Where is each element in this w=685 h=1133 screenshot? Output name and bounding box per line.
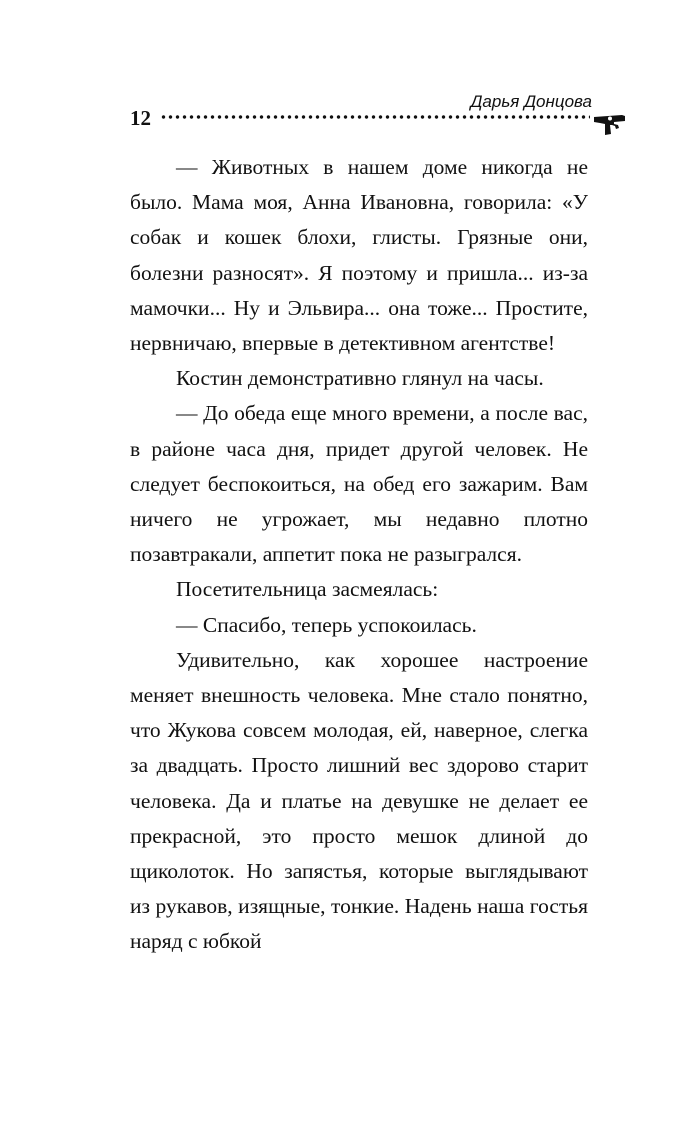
revolver-icon: [592, 112, 628, 138]
dotted-leader: [160, 114, 590, 120]
page-number: 12: [130, 106, 151, 130]
paragraph: Посетительница засмеялась:: [176, 577, 439, 602]
paragraph: Удивительно, как хорошее настроение меняет внешность человека. Мне стало понятно, что Жукова совсем молодая, ей, наверное, слегка за двадцать. Просто лишний вес здорово старит человека. Да и платье на девушке не делает ее прекрасной, это просто мешок длиной до щиколоток. Но запястья, которые выглядывают из рукавов, изящные, тонкие. Надень наша гостья наряд с юбкой: [130, 647, 588, 954]
body-text: [130, 150, 588, 960]
page-header: [130, 92, 630, 140]
running-title: Дарья Донцова: [470, 92, 592, 111]
paragraph: — Спасибо, теперь успокоилась.: [176, 612, 477, 637]
paragraph: Костин демонстративно глянул на часы.: [176, 366, 544, 391]
paragraph: — До обеда еще много времени, а после вас, в районе часа дня, придет другой человек. Не следует беспокоиться, на обед его зажарим. Вам ничего не угрожает, мы недавно плотно позавтракали, аппетит пока не разыгрался.: [130, 401, 588, 567]
paragraph: — Животных в нашем доме никогда не было. Мама моя, Анна Ивановна, говорила: «У собак и кошек блохи, глисты. Грязные они, болезни разносят». Я поэтому и пришла... из-за мамочки... Ну и Эльвира... она тоже... Простите, нервничаю, впервые в детективном агентстве!: [130, 155, 588, 356]
